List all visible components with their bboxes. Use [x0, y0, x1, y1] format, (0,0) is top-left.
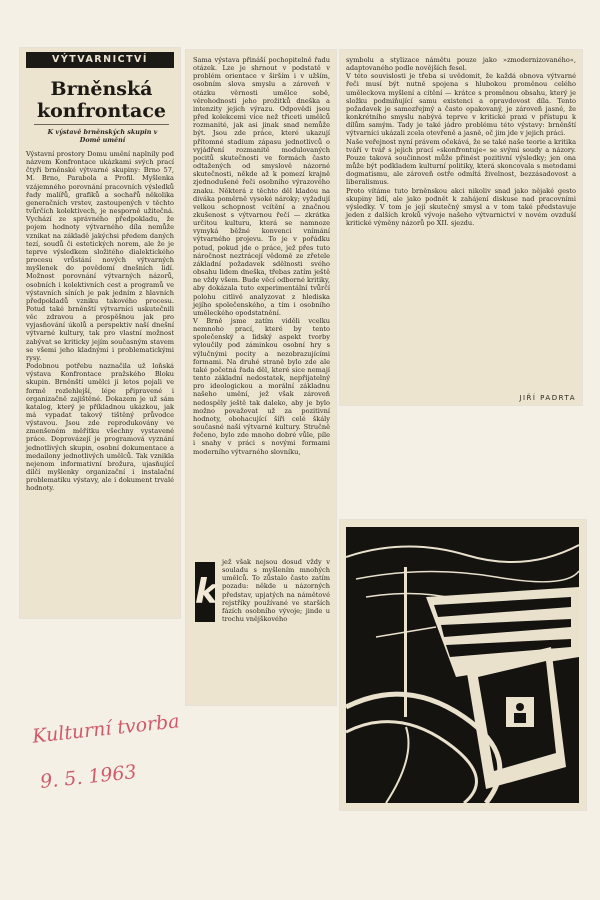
column-2-text-top: Sama výstava přináší pochopitelně řadu otázek. Lze je shrnout v podstatě v problém orientace v širším i v užším, osobním slova smyslu a zároveň v otázku věrnosti umělce sobě, věrohodnosti jeho prožitků dneška a intenzity jejich výrazu. Odpovědi jsou před kolekcemi více než třiceti umělců rozmanité, jak asi jinak snad nemůže být. Jsou zde práce, které ukazují přítomné stadium zápasu jednotlivců o vyjádření rozmanitě modulovaných pocitů skutečnosti ve formách často odtažených od smyslově názorné skutečnosti, někde až k pomezí krajně zjednodušené řeči osobního výrazového znaku. Některá z těchto děl kladou na diváka poměrně vysoké nároky; vyžadují velkou schopnost vcítění a značnou zkušenost s výtvarnou řečí — zkrátka určitou kulturu, která se namnoze vymyká běžné konvenci vnímání výtvarného projevu. To je v pořádku potud, pokud jde o práce, jež přes tuto náročnost neztrácejí vědomě ze zřetele základní požadavek sdělnosti svého obsahu lidem dneška, třebas zatím ještě ne vždy všem. Bude věcí odborné kritiky, aby dokázala tuto experimentální tvůrčí polohu citlivě analyzovat z hlediska jejího společenského, a tím i osobního uměleckého opodstatnění. V Brně jsme zatím viděli vcelku nemnoho prací, které by tento společenský a lidský aspekt tvorby vyloučily pod záminkou osobní hry s výlučnými pocity a nezobrazujícími formami. Na druhé straně bylo zde ale také početná řada děl, které sice nemají tento základní nedostatek, nepřijatelný pro ideologickou a morální základnu našeho umění, jež však zároveň nedospěly ještě tak daleko, aby je bylo možno považovat už za pozitivní hodnoty, obohacující šíři celé škály současné naší výtvarné kultury. Stručně řečeno, bylo zde mnoho dobré vůle, píle i snahy v práci s novými formami moderního výtvarného slovníku, — [193, 56, 330, 456]
column-3-text: symbolu a stylizace námětu pouze jako »zmodernizovaného«, adaptovaného podle novějších fesel. V této souvislosti je třeba si uvědomit, že každá obnova výtvarné řeči musí být nutně spojena s hlubokou proměnou celého uměleckova myšlení a cítění — krátce s proměnou obsahu, který je složku podmiňující samu existenci a opravdovost díla. Tento požadavek je samozřejmý a často opakovaný, je zároveň jasné, že konkrétního smyslu nabývá teprve v kritické praxi v přístupu k dílům samým. Tady je také jádro problému této výstavy: brněnští výtvarníci ukázali zcela otevřeně a jasně, oč jim jde v jejich práci. Naše veřejnost nyní právem očekává, že se také naše teorie a kritika tváří v tvář s jejich prací »skonfrontuje« se svými soudy a názory. Pouze taková součinnost může přinést pozitivní výsledky; jen ona může být podkladem kulturní politiky, která skoncovala s metodami dogmatismu, ale zároveň ostře odmítá živelnost, bezzásadovost a liberalismus. Proto vítáme tuto brněnskou akci nikoliv snad jako nějaké gesto skupiny lidí, ale jako podnět k zahájení diskuse nad pracovními výsledky. V tom je její skutečný smysl a v tom také představuje jeden z dalších kroků vývoje našeho výtvarnictví v novém ovzduší kritické výměny názorů po XII. sjezdu. — [346, 56, 576, 228]
author-byline: JIŘÍ PADRTA — [519, 394, 576, 402]
handwritten-date-note: 9. 5. 1963 — [39, 761, 138, 793]
headline: Brněnská konfrontace — [36, 78, 167, 122]
section-label: VÝTVARNICTVÍ — [26, 52, 174, 68]
woodcut-illustration-icon — [346, 527, 579, 803]
headline-rule — [34, 124, 169, 125]
handwritten-source-note: Kulturní tvorba — [31, 710, 181, 748]
column-1-text: Výstavní prostory Domu umění naplnily pod názvem Konfrontace ukázkami svých prací čtyři brněnské výtvarné skupiny: Brno 57, M. Brno, Parabola a Profil. Myšlenka vzájemného porovnání pracovních výsledků řady malířů, grafiků a sochařů několika generačních vrstev, zastoupených v těchto tvůrčích kolektivech, je nesporně užitečná. Vychází ze správného předpokladu, že pojem hodnoty výtvarného díla nemůže vznikat na základě jakýchsi předem daných tezí, soudů či estetických norem, ale že je teprve výsledkem složitého dialektického procesu vrůstání nových výtvarných myšlenek do povědomí dnešních lidí. Možnost porovnání výtvarných názorů, osobních i kolektivních cest a programů ve výstavních síních je pak jedním z hlavních předpokladů vzniku takového procesu. Potud také brněnští výtvarníci uskutečnili věc zdravou a prospěšnou jak pro vyjasňování úkolů a perspektiv naší dnešní výtvarné kultury, tak pro vlastní možnost zabývat se kriticky jejím současným stavem se všemi jeho kladnými i problematickými rysy. Podobnou potřebu naznačila už loňská výstava Konfrontace pražského Bloku skupin. Brněnští umělci ji letos pojali ve formě rozlehlejší, lépe připravené i organizačně zajištěné. Dokazem je už sám katalog, který je příkladnou ukázkou, jak má vypadat takový tištěný průvodce výstavou. Jsou zde reprodukovány ve zmenšeném měřítku všechny vystavené práce. Doprovázejí je programová vyznání jednotlivých skupin, osobní dokumentace a medailony jednotlivých umělců. Tak vznikla nejenom informativní brožura, ujasňující dílčí myšlenky organizační i instalační problematiku výstavy, ale i dokument trvalé hodnoty. — [26, 150, 174, 493]
subheadline: K výstavě brněnských skupin v Domě umění — [47, 128, 158, 144]
initial-letter: k — [195, 562, 215, 622]
column-2-text-bottom: jež však nejsou dosud vždy v souladu s myšlením mnohých umělců. To zůstalo často zatím pozadu: někde u názorných představ, upjatých na námětové rejstříky používané ve starších fázích osobního vývoje; jinde u trochu vnějškového — [222, 558, 330, 624]
